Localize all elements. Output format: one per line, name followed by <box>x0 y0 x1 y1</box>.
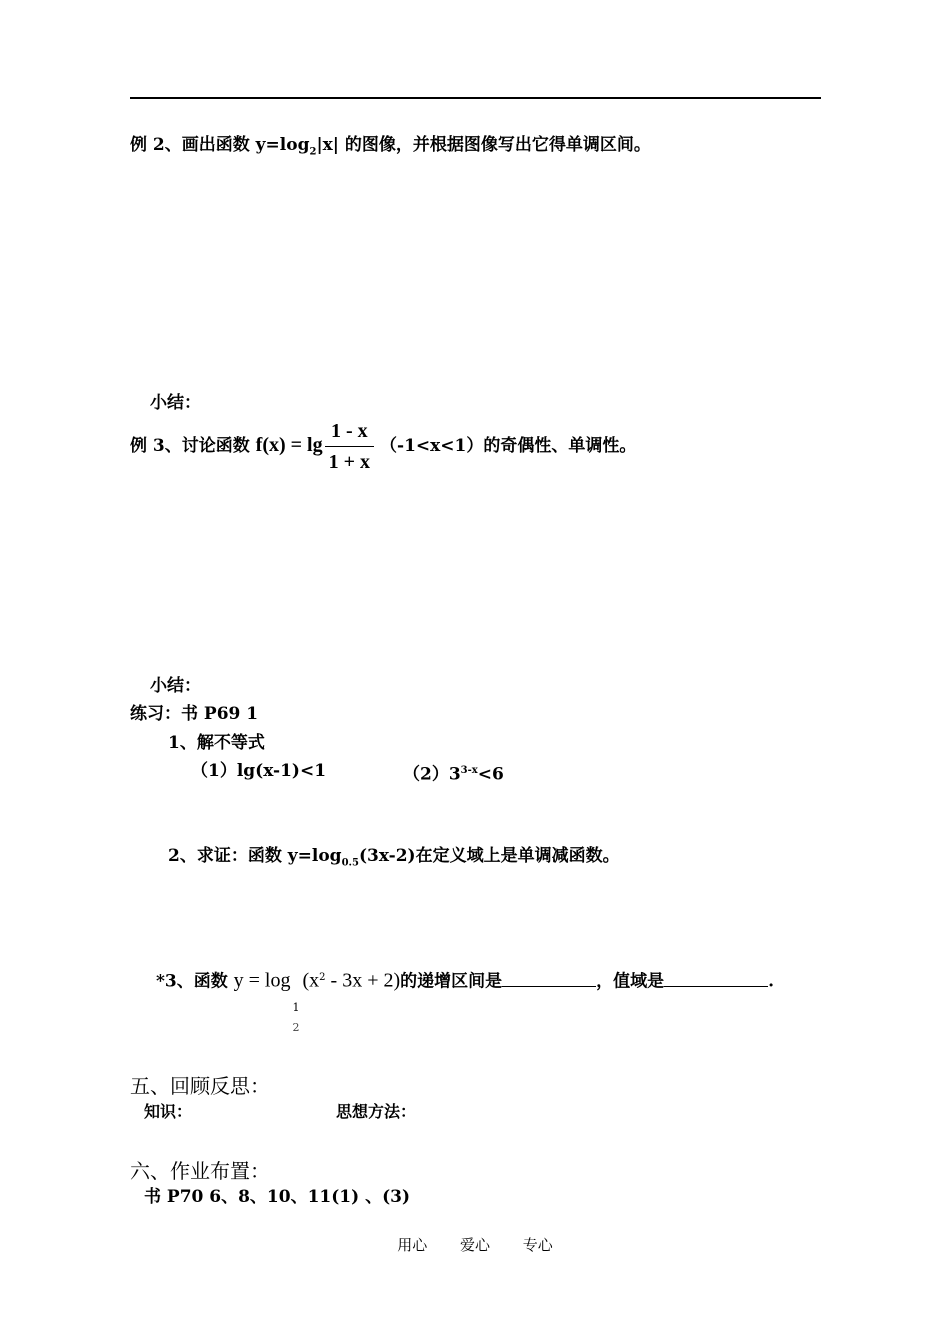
question-1a: （1）lg(x-1)<1 <box>191 761 327 781</box>
question-3 <box>156 963 775 1034</box>
example-2-suffix: |x| 的图像，并根据图像写出它得单调区间。 <box>316 135 651 155</box>
log-base-numerator: 1 <box>292 1000 300 1014</box>
question-2-prefix: 2、求证：函数 y=log <box>168 846 342 866</box>
question-3-mid: 的递增区间是 <box>400 971 503 992</box>
question-2-suffix: (3x-2)在定义域上是单调减函数。 <box>358 846 620 866</box>
question-3-sep: ，值域是 <box>596 971 665 992</box>
function-expression: f(x) = lg <box>255 434 323 456</box>
answer-blank-interval[interactable] <box>502 970 596 987</box>
section-5-knowledge: 知识： <box>144 1102 193 1121</box>
log-base-denominator: 2 <box>292 1020 300 1034</box>
section-6-homework: 书 P70 6、8、10、11(1) 、(3) <box>144 1187 410 1207</box>
question-1b <box>403 760 504 786</box>
fraction-denominator: 1 + x <box>328 451 371 473</box>
question-1b-suffix: <6 <box>477 764 504 785</box>
header-rule <box>130 97 821 99</box>
log-base: 0.5 <box>341 857 359 869</box>
example-2 <box>130 134 651 163</box>
answer-blank-range[interactable] <box>664 970 768 987</box>
footer-text-1: 用心 <box>397 1236 428 1254</box>
footer-text-2: 爱心 <box>459 1236 490 1254</box>
log-expression: y = log <box>233 969 291 992</box>
question-1: 1、解不等式 <box>168 733 265 753</box>
summary-2: 小结： <box>150 676 201 696</box>
question-2 <box>168 845 620 874</box>
question-3-prefix: *3、函数 <box>156 971 228 992</box>
section-6-title: 六、作业布置： <box>130 1159 270 1183</box>
section-5-method: 思想方法： <box>336 1102 417 1121</box>
example-3-prefix: 例 3、讨论函数 <box>130 436 250 456</box>
footer <box>0 1234 950 1255</box>
section-5-title: 五、回顾反思： <box>130 1074 270 1098</box>
summary-1: 小结： <box>150 393 201 413</box>
argument-start: (x <box>302 969 320 992</box>
footer-text-3: 专心 <box>522 1236 553 1254</box>
question-1b-prefix: （2）3 <box>403 764 461 785</box>
log-base: 2 <box>309 146 317 158</box>
question-3-end: . <box>768 971 775 992</box>
example-3 <box>130 420 636 473</box>
example-3-suffix: （-1<x<1）的奇偶性、单调性。 <box>380 436 637 456</box>
argument-end: - 3x + 2) <box>325 969 401 992</box>
exponent: 3-x <box>460 765 478 776</box>
practice-title: 练习：书 P69 1 <box>130 704 259 724</box>
argument-exponent: 2 <box>319 972 326 983</box>
example-2-prefix: 例 2、画出函数 y=log <box>130 135 310 155</box>
fraction-numerator: 1 - x <box>325 420 374 447</box>
fraction <box>325 420 374 473</box>
